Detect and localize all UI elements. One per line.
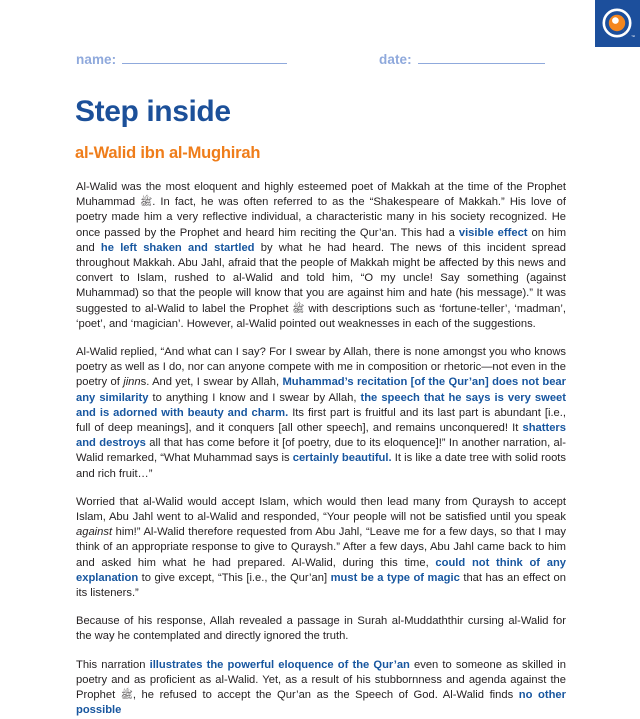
- body-text: that has an effect on its listeners.”: [76, 571, 566, 600]
- logo-badge: [595, 0, 640, 47]
- highlighted-phrase: could not think of any explanation: [76, 556, 567, 584]
- pbuh-glyph: ﷺ: [292, 303, 305, 315]
- body-text: to anything I know and I swear by Allah,: [148, 391, 361, 404]
- highlighted-phrase: certainly beautiful.: [292, 452, 392, 465]
- body-text: with descriptions such as ‘fortune-teller’, ‘madman’, ‘poet’, and ‘magician’. However, al-Walid pointed out weaknesses in each of the suggestions.: [76, 302, 566, 330]
- date-label: date:: [379, 52, 412, 67]
- highlighted-phrase: visible effect: [458, 226, 528, 239]
- highlighted-phrase: illustrates the powerful eloquence of the Qur’an: [149, 658, 410, 671]
- highlighted-phrase: the speech that he says is very sweet and is adorned with beauty and charm.: [76, 391, 566, 419]
- highlighted-phrase: must be a type of magic: [330, 571, 460, 584]
- body-text: him!” Al-Walid therefore requested from Abu Jahl, “Leave me for a few days, so that I may think of an appropriate response to give to Quraysh.” After a few days, Abu Jahl came back to him and asked him what he had prepared. Al-Walid, during this time,: [76, 526, 566, 569]
- body-text: all that has come before it [of poetry, due to its eloquence]!” In another narration, al-Walid remarked, “What Muhammad says is: [76, 437, 566, 465]
- body-paragraph: [76, 180, 566, 332]
- body-text: . In fact, he was often referred to as the “Shakespeare of Makkah.” His love of poetry made him a very reflective individual, a characteristic many in his society recognized. He once passed by the Prophet and heard him reciting the Qur’an. This had a: [76, 196, 566, 239]
- body-paragraph: [76, 345, 566, 482]
- name-date-row: [76, 52, 566, 72]
- body-text: even to someone as skilled in poetry and as proficient as al-Walid. Yet, as a result of his stubbornness and agenda against the Prophet: [76, 658, 566, 702]
- body-text: This narration: [76, 658, 150, 671]
- name-label: name:: [76, 52, 117, 67]
- name-field-group: [76, 52, 287, 67]
- body-text: by what he had heard. The news of this incident spread throughout Makkah. Abu Jahl, afraid that the people of Makkah might be affected by this news and convert to Islam, rushed to al-Walid and told him, “O my uncle! Say something (against Muhammad) so that the people will know that you are against him and hate (his message).” It was suggested to al-Walid to label the Prophet: [76, 241, 566, 315]
- pbuh-glyph: ﷺ: [120, 690, 133, 702]
- highlighted-phrase: no other possible: [76, 689, 566, 717]
- body-text: s. And yet, I swear by Allah,: [140, 376, 283, 389]
- italic-term: jinn: [123, 376, 141, 389]
- body-text: Its first part is fruitful and its last part is abundant [i.e., full of deep meanings], and it conquers [all other speech], and remains unconquered! It: [76, 406, 566, 435]
- body-text: It is like a date tree with solid roots and rich fruit…”: [76, 452, 566, 480]
- page-subtitle: al-Walid ibn al-Mughirah: [75, 144, 261, 162]
- body-text: on him and: [76, 226, 567, 254]
- date-field-group: [379, 52, 545, 67]
- body-paragraph: [76, 614, 566, 644]
- page-title: Step inside: [75, 95, 231, 128]
- q-speech-bubble-logo-icon: [601, 7, 635, 41]
- pbuh-glyph: ﷺ: [140, 197, 153, 209]
- highlighted-phrase: he left shaken and startled: [100, 241, 255, 254]
- body-text: Because of his response, Allah revealed a passage in Surah al-Muddaththir cursing al-Walid for the way he contemplated and directly ignored the truth.: [76, 615, 566, 643]
- body-paragraph: [76, 658, 566, 719]
- body-text: Worried that al-Walid would accept Islam, which would then lead many from Quraysh to accept Islam, Abu Jahl went to al-Walid and responded, “Your people will not be satisfied until you speak: [76, 495, 566, 524]
- article-body: [76, 180, 567, 717]
- highlighted-phrase: Muhammad’s recitation [of the Qur’an] does not bear any similarity: [76, 376, 567, 404]
- highlighted-phrase: shatters and destroys: [76, 422, 566, 450]
- body-text: , he refused to accept the Qur’an as the Speech of God. Al-Walid finds: [132, 689, 519, 702]
- body-paragraph: [76, 495, 566, 601]
- name-input[interactable]: [122, 53, 287, 64]
- italic-term: against: [76, 526, 113, 539]
- date-input[interactable]: [418, 53, 545, 64]
- svg-text:™: ™: [630, 33, 635, 39]
- body-text: to give except, “This [i.e., the Qur’an]: [138, 571, 331, 584]
- body-text: Al-Walid replied, “And what can I say? For I swear by Allah, there is none amongst you who knows poetry as well as I do, nor can anyone compete with me in composition or rhetoric—not even in the poetry of: [76, 346, 566, 389]
- body-text: Al-Walid was the most eloquent and highly esteemed poet of Makkah at the time of the Prophet Muhammad: [76, 181, 566, 209]
